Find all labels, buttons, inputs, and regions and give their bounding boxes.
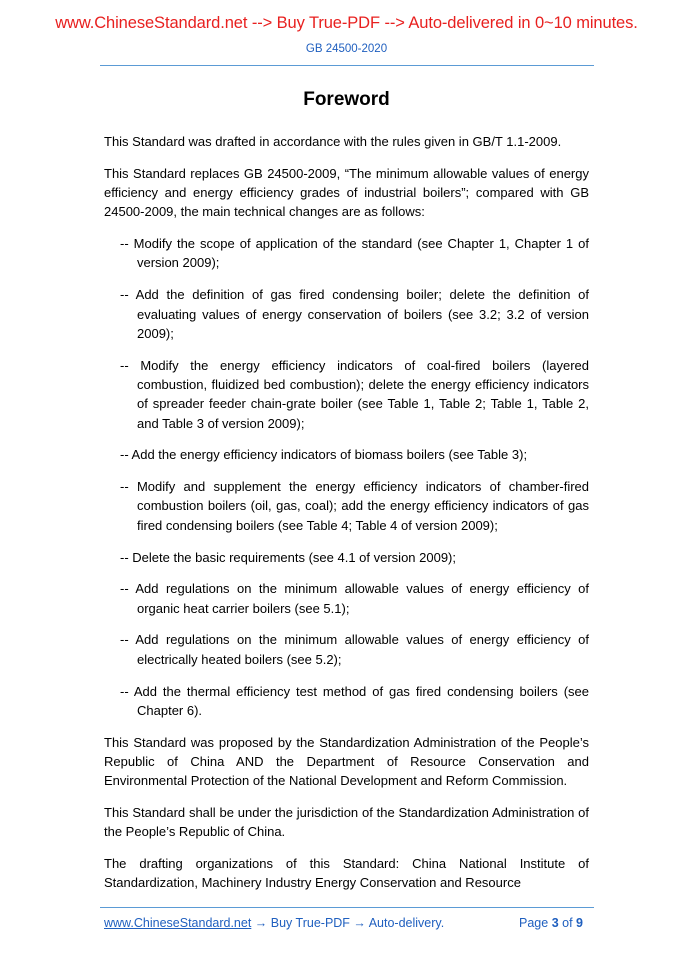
site-link[interactable]: www.ChineseStandard.net: [104, 916, 252, 930]
of-label: of: [562, 916, 573, 930]
list-item: -- Modify the energy efficiency indicators of coal-fired boilers (layered combustion, fluidized bed combustion); delete the energy efficiency indicators of spreader feeder chain-grate boiler (see Table 1, Table 2; Table 1, Table 2, and Table 3 of version 2009);: [120, 357, 589, 431]
page-title: Foreword: [303, 89, 390, 110]
list-item: -- Add the definition of gas fired condensing boiler; delete the definition of evaluating values of energy conservation of boilers (see 3.2; 3.2 of version 2009);: [120, 287, 589, 341]
current-page: 3: [551, 916, 559, 930]
list-item: -- Delete the basic requirements (see 4.1 of version 2009);: [120, 549, 457, 565]
list-item: -- Add regulations on the minimum allowable values of energy efficiency of organic heat carrier boilers (see 5.1);: [120, 581, 589, 616]
list-item: -- Modify and supplement the energy efficiency indicators of chamber-fired combustion boilers (oil, gas, coal); add the energy efficiency indicators of gas fired condensing boilers (see Table 4; Table 4 of version 2009);: [120, 479, 589, 533]
header-banner[interactable]: www.ChineseStandard.net --> Buy True-PDF --> Auto-delivered in 0~10 minutes.: [55, 14, 638, 32]
standard-number: GB 24500-2020: [305, 43, 388, 55]
total-pages: 9: [576, 916, 583, 930]
link-suffix: → Buy True-PDF → Auto-delivery.: [251, 916, 445, 930]
paragraph-drafting-organizations: The drafting organizations of this Standard: China National Institute of Standardization, Machinery Industry Energy Conservation and Resource: [104, 856, 589, 891]
changes-list: [104, 234, 589, 720]
paragraph-replaces: This Standard replaces GB 24500-2009, “The minimum allowable values of energy efficiency and energy efficiency grades of industrial boilers”; compared with GB 24500-2009, the main technical changes are as follows:: [104, 165, 589, 220]
document-body: [104, 132, 589, 905]
list-item: -- Add the energy efficiency indicators of biomass boilers (see Table 3);: [120, 447, 528, 463]
header-divider: [100, 65, 594, 66]
page-indicator: [519, 916, 583, 930]
footer-divider: [100, 907, 594, 908]
paragraph-jurisdiction: This Standard shall be under the jurisdiction of the Standardization Administration of the People’s Republic of China.: [104, 805, 589, 840]
paragraph-drafting-rules: This Standard was drafted in accordance with the rules given in GB/T 1.1-2009.: [104, 134, 562, 149]
list-item: -- Add the thermal efficiency test method of gas fired condensing boilers (see Chapter 6).: [120, 683, 589, 718]
paragraph-proposed-by: This Standard was proposed by the Standardization Administration of the People’s Republic of China AND the Department of Resource Conservation and Environmental Protection of the National Development and Reform Commission.: [104, 734, 589, 789]
list-item: -- Add regulations on the minimum allowable values of energy efficiency of electrically heated boilers (see 5.2);: [120, 632, 589, 667]
list-item: -- Modify the scope of application of the standard (see Chapter 1, Chapter 1 of version 2009);: [120, 236, 589, 271]
page-label: Page: [519, 916, 549, 930]
footer-link[interactable]: [104, 916, 444, 930]
